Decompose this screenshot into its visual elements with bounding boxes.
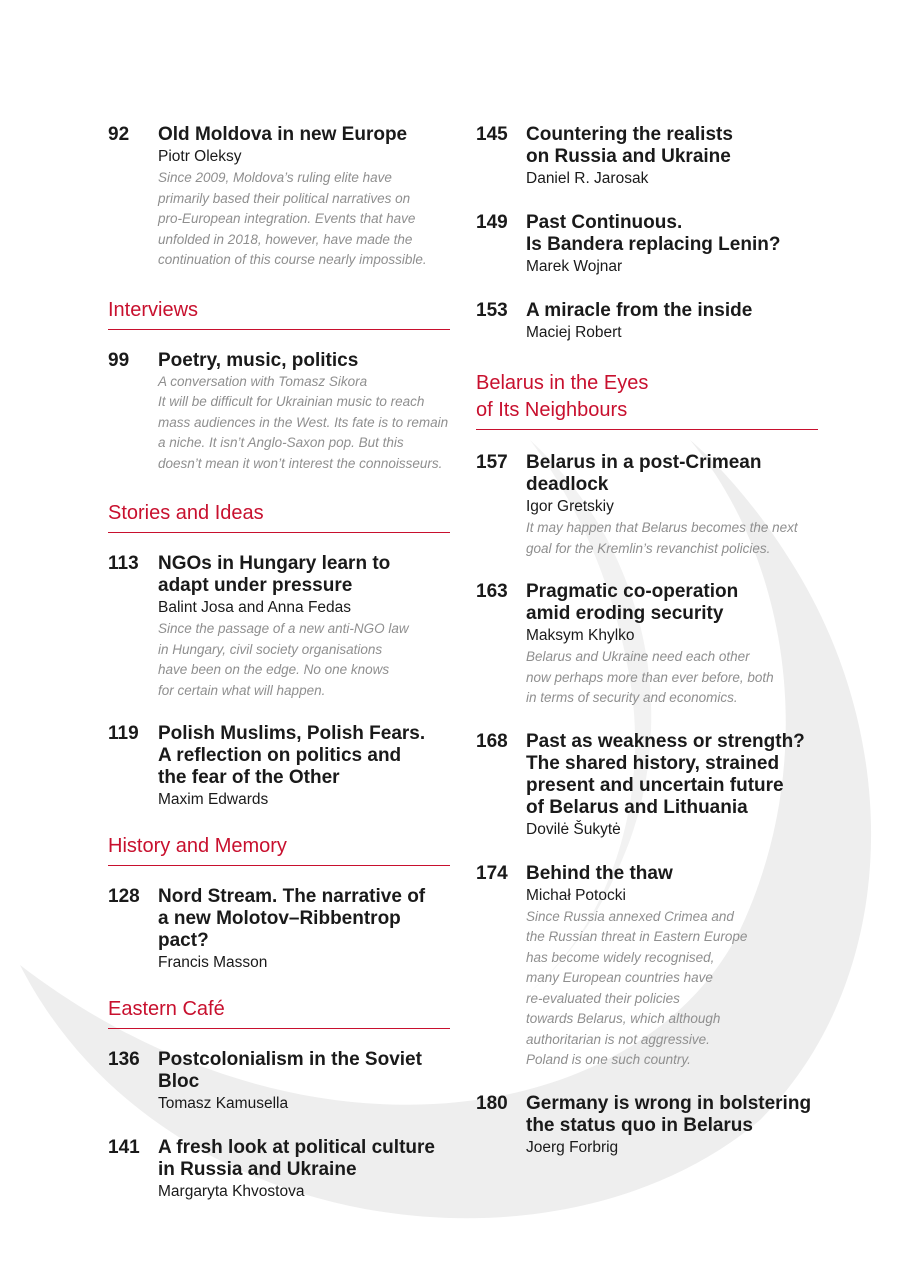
page-number: 168 (476, 730, 508, 752)
toc-entry-136[interactable] (108, 1049, 450, 1115)
toc-entry-168[interactable] (476, 731, 818, 841)
article-title[interactable]: Old Moldova in new Europe (158, 124, 408, 145)
toc-entry-113[interactable] (108, 553, 450, 701)
article-title[interactable]: Polish Muslims, Polish Fears. A reflection on politics and the fear of the Other (158, 723, 426, 788)
article-title[interactable]: Postcolonialism in the Soviet Bloc (158, 1049, 422, 1092)
article-description: Belarus and Ukraine need each other now perhaps more than ever before, both in terms of security and economics. (526, 649, 774, 705)
article-subtitle: A conversation with Tomasz Sikora (158, 373, 368, 389)
toc-entry-157[interactable] (476, 452, 818, 559)
article-title[interactable]: Past as weakness or strength? The shared history, strained present and uncertain future of Belarus and Lithuania (526, 730, 805, 818)
page-number: 128 (108, 886, 140, 907)
article-description: Since the passage of a new anti-NGO law in Hungary, civil society organisations have been on the edge. No one knows for certain what will happen. (158, 621, 409, 698)
article-title[interactable]: Poetry, music, politics (158, 349, 359, 371)
section-heading-belarus-neighbours: Belarus in the Eyes of Its Neighbours (476, 370, 818, 430)
page-number: 136 (108, 1049, 140, 1070)
page-number: 145 (476, 124, 508, 145)
article-title[interactable]: NGOs in Hungary learn to adapt under pressure (158, 553, 391, 596)
article-author: Maksym Khylko (526, 627, 635, 644)
article-description: It will be difficult for Ukrainian music to reach mass audiences in the West. Its fate is to remain a niche. It isn’t Anglo-Saxon pop. But this doesn’t mean it won’t interest the connoisseurs. (158, 394, 449, 471)
page-number: 141 (108, 1137, 140, 1158)
article-author: Marek Wojnar (526, 258, 623, 275)
page-number: 180 (476, 1092, 508, 1114)
article-title[interactable]: Pragmatic co-operation amid eroding security (526, 581, 739, 624)
article-author: Margaryta Khvostova (158, 1183, 305, 1200)
toc-entry-180[interactable] (476, 1093, 818, 1159)
toc-entry-92[interactable] (108, 124, 450, 271)
article-title[interactable]: Countering the realists on Russia and Ukraine (526, 124, 733, 167)
toc-entry-99[interactable] (108, 350, 450, 475)
article-title[interactable]: Germany is wrong in bolstering the status quo in Belarus (526, 1092, 812, 1136)
toc-entry-128[interactable] (108, 886, 450, 974)
toc-entry-141[interactable] (108, 1137, 450, 1203)
toc-entry-119[interactable] (108, 723, 450, 811)
article-author: Michał Potocki (526, 886, 626, 904)
toc-entry-174[interactable] (476, 863, 818, 1071)
page-number: 163 (476, 581, 508, 602)
article-title[interactable]: A fresh look at political culture in Russia and Ukraine (158, 1137, 435, 1180)
section-heading-stories-and-ideas: Stories and Ideas (108, 500, 450, 533)
article-title[interactable]: Behind the thaw (526, 862, 673, 884)
article-author: Maxim Edwards (158, 791, 269, 808)
article-author: Igor Gretskiy (526, 498, 614, 515)
page-number: 92 (108, 124, 130, 145)
article-title[interactable]: A miracle from the inside (526, 300, 753, 321)
page-number: 157 (476, 452, 508, 473)
article-author: Francis Masson (158, 954, 268, 971)
article-description: Since Russia annexed Crimea and the Russian threat in Eastern Europe has become widely recognised, many European countries have re-evaluated their policies towards Belarus, which although authoritarian is not aggressive. Poland is one such country. (526, 908, 748, 1067)
toc-entry-149[interactable] (476, 212, 818, 278)
toc-entry-163[interactable] (476, 581, 818, 709)
section-heading-history-and-memory: History and Memory (108, 833, 450, 866)
section-heading-interviews: Interviews (108, 297, 450, 330)
article-author: Balint Josa and Anna Fedas (158, 599, 352, 616)
section-heading-eastern-cafe: Eastern Café (108, 996, 450, 1029)
toc-entry-145[interactable] (476, 124, 818, 190)
page-number: 99 (108, 349, 130, 371)
article-author: Maciej Robert (526, 324, 622, 341)
page-number: 174 (476, 862, 508, 884)
article-author: Dovilė Šukytė (526, 820, 621, 838)
page-number: 153 (476, 300, 508, 321)
article-title[interactable]: Belarus in a post-Crimean deadlock (526, 452, 762, 495)
toc-entry-153[interactable] (476, 300, 818, 344)
article-title[interactable]: Past Continuous. Is Bandera replacing Lenin? (526, 212, 781, 255)
article-author: Joerg Forbrig (526, 1138, 619, 1156)
article-author: Tomasz Kamusella (158, 1095, 289, 1112)
article-description: Since 2009, Moldova’s ruling elite have primarily based their political narratives on pro-European integration. Events that have unfolded in 2018, however, have made the continuation of this course nearly impossible. (158, 170, 427, 267)
article-description: It may happen that Belarus becomes the next goal for the Kremlin’s revanchist policies. (526, 520, 798, 556)
page-number: 119 (108, 723, 139, 744)
page-number: 149 (476, 212, 508, 233)
left-column (108, 124, 450, 1203)
right-column (476, 124, 818, 1159)
page-number: 113 (108, 553, 139, 574)
article-author: Daniel R. Jarosak (526, 170, 649, 187)
article-title[interactable]: Nord Stream. The narrative of a new Molotov–Ribbentrop pact? (158, 886, 426, 951)
article-author: Piotr Oleksy (158, 148, 242, 165)
